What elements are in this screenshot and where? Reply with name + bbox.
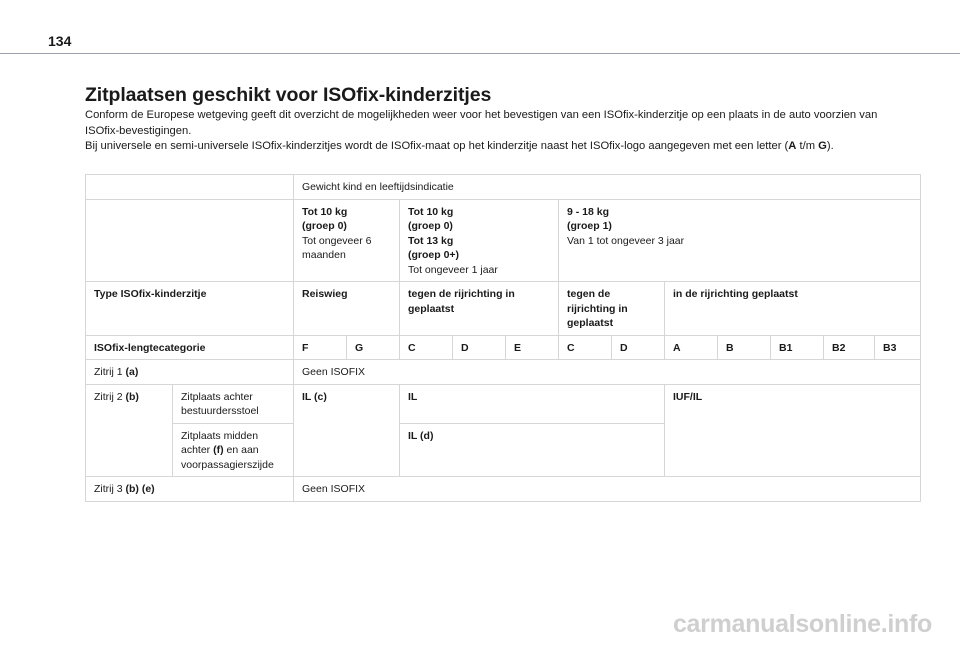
type-forward-facing: in de rijrichting geplaatst [665,282,921,336]
row-label-text: Zitrij 2 [94,390,126,403]
table-row-zitrij-3 [86,477,921,502]
size-letter-g: G [818,140,827,152]
size-label: ISOfix-lengtecategorie [86,335,294,360]
table-row-zitrij-2-driver [86,384,921,423]
table-row-groups [86,199,921,282]
page-number: 134 [48,33,72,49]
size-cell: E [506,335,559,360]
size-cell: C [559,335,612,360]
isofix-table [85,174,921,502]
rear-facing-middle-value: IL (d) [400,423,665,477]
size-letter-a: A [788,140,797,152]
table-row-types [86,282,921,336]
type-reiswieg: Reiswieg [294,282,400,336]
rear-facing-driver-value: IL [400,384,665,423]
group-cell-0 [294,199,400,282]
intro-text-part: ). [826,140,834,152]
size-cell: D [612,335,665,360]
seat-ref: (f) [213,444,224,456]
intro-paragraph-1: Conform de Europese wetgeving geeft dit overzicht de mogelijkheden weer voor het bevestigen van een ISOfix-kinderzitje op een plaats in de auto voorzien van ISOfix-bevestigingen. [85,109,878,137]
reiswieg-value: IL (c) [294,384,400,477]
size-cell: B [718,335,771,360]
intro-paragraph-2 [85,139,895,155]
row-label-zitrij-2 [86,384,173,477]
group-weight: Tot 10 kg [302,205,348,218]
zitrij-1-value: Geen ISOFIX [294,360,921,385]
row-label-text: Zitrij 3 [94,483,126,495]
seat-middle-passenger [173,423,294,477]
group-age: Tot ongeveer 6 maanden [302,234,372,261]
seat-behind-driver: Zitplaats achter bestuurdersstoel [173,384,294,423]
group-weight: Tot 13 kg [408,234,454,247]
intro-text-part: Bij universele en semi-universele ISOfix-kinderzitjes wordt de ISOfix-maat op het kinderzitje naast het ISOfix-logo aangegeven met een letter ( [85,140,789,152]
size-cell: B3 [875,335,921,360]
row-label-zitrij-3 [86,477,294,502]
group-name: (groep 0) [302,220,347,232]
group-cell-0plus [400,199,559,282]
type-rear-facing-0plus: tegen de rijrichting in geplaatst [400,282,559,336]
group-age: Tot ongeveer 1 jaar [408,263,498,276]
page-title: Zitplaatsen geschikt voor ISOfix-kinderzitjes [85,84,492,106]
weight-header: Gewicht kind en leeftijdsindicatie [294,175,921,200]
watermark: carmanualsonline.info [672,610,932,638]
group-age: Van 1 tot ongeveer 3 jaar [567,234,685,247]
table-cell-empty [86,175,294,200]
group-name: (groep 0+) [408,249,460,261]
forward-facing-value: IUF/IL [665,384,921,477]
size-cell: D [453,335,506,360]
row-label-ref: (a) [125,366,139,378]
seat-text: Zitplaats midden achter [181,429,259,456]
intro-text-part: t/m [796,140,819,152]
size-cell: G [347,335,400,360]
intro-text [85,108,895,155]
size-cell: B1 [771,335,824,360]
type-rear-facing-1: tegen de rijrichting in geplaatst [559,282,665,336]
size-cell: C [400,335,453,360]
group-cell-1 [559,199,921,282]
header-divider [0,53,960,54]
row-label-text: Zitrij 1 [94,366,126,378]
table-cell-empty [86,199,294,282]
group-name: (groep 0) [408,220,453,232]
group-weight: 9 - 18 kg [567,205,610,218]
seat-text: en aan voorpassagierszijde [181,444,274,471]
group-weight: Tot 10 kg [408,205,454,218]
row-label-zitrij-1 [86,360,294,385]
group-name: (groep 1) [567,220,612,232]
size-cell: F [294,335,347,360]
row-label-ref: (b) [125,390,139,403]
size-cell: A [665,335,718,360]
zitrij-3-value: Geen ISOFIX [294,477,921,502]
table-row-sizes [86,335,921,360]
row-label-ref: (b) (e) [125,483,155,495]
table-row-weight-header [86,175,921,200]
table-row-zitrij-1 [86,360,921,385]
type-label: Type ISOfix-kinderzitje [86,282,294,336]
size-cell: B2 [824,335,875,360]
